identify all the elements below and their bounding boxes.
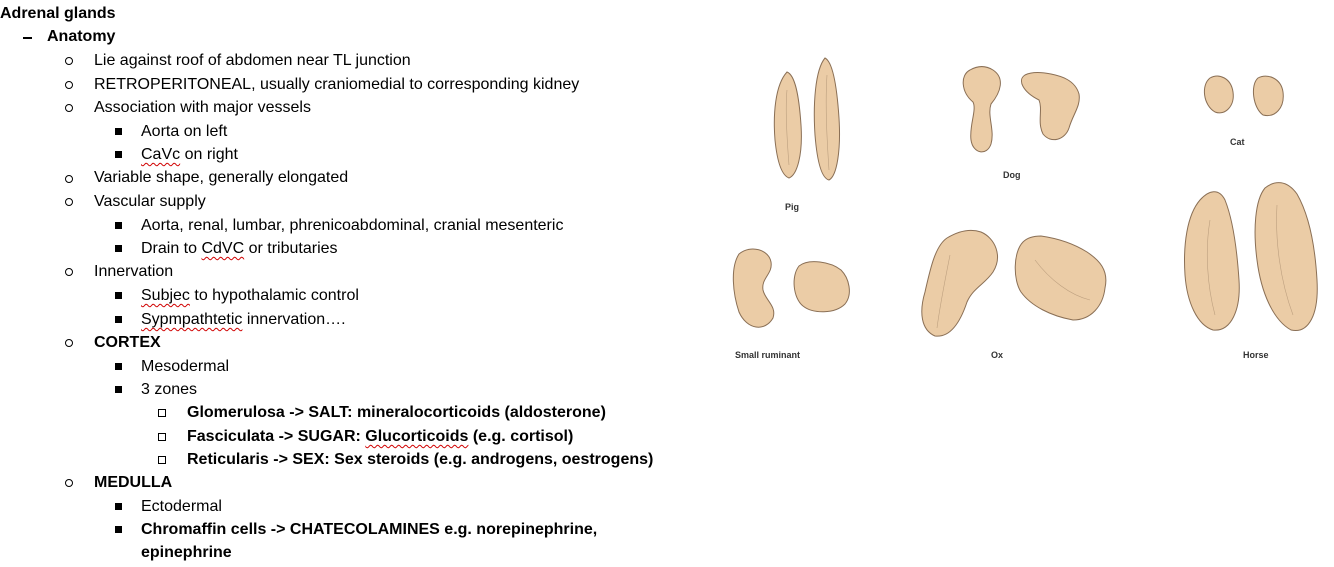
list-item: Vascular supply bbox=[94, 193, 206, 210]
square-bullet bbox=[115, 363, 122, 370]
circle-bullet bbox=[65, 175, 73, 183]
ox-left-gland bbox=[922, 230, 998, 336]
list-item: Mesodermal bbox=[141, 358, 230, 375]
caption-horse: Horse bbox=[1243, 350, 1269, 360]
cat-left-gland bbox=[1204, 76, 1233, 113]
list-item: CaVc on right bbox=[141, 146, 238, 163]
list-item: Sypmpathtetic innervation…. bbox=[141, 311, 346, 328]
list-item: Innervation bbox=[94, 263, 174, 280]
caption-dog: Dog bbox=[1003, 170, 1021, 180]
list-item: Fasciculata -> SUGAR: Glucorticoids (e.g. cortisol) bbox=[187, 428, 574, 445]
circle-bullet bbox=[65, 57, 73, 65]
caption-small-ruminant: Small ruminant bbox=[735, 350, 801, 360]
misspelled-word[interactable]: Glucorticoids bbox=[365, 428, 469, 445]
misspelled-word[interactable]: CdVC bbox=[201, 240, 245, 257]
horse-left-gland bbox=[1185, 192, 1240, 330]
circle-bullet bbox=[65, 479, 73, 487]
species-adrenal-drawing bbox=[725, 30, 1334, 370]
list-item-heading: MEDULLA bbox=[94, 474, 173, 491]
square-bullet bbox=[115, 386, 122, 393]
list-item-continuation: epinephrine bbox=[141, 544, 232, 561]
small-ruminant-right-gland bbox=[794, 262, 849, 312]
misspelled-word[interactable]: Sypmpathtetic bbox=[141, 311, 243, 328]
cat-right-gland bbox=[1253, 76, 1283, 115]
list-item: Chromaffin cells -> CHATECOLAMINES e.g. norepinephrine, bbox=[141, 521, 598, 538]
square-bullet bbox=[115, 526, 122, 533]
list-item: RETROPERITONEAL, usually craniomedial to corresponding kidney bbox=[94, 76, 580, 93]
square-bullet bbox=[115, 151, 122, 158]
ox-right-gland bbox=[1015, 236, 1106, 320]
list-item: Association with major vessels bbox=[94, 99, 311, 116]
list-item: Glomerulosa -> SALT: mineralocorticoids (aldosterone) bbox=[187, 404, 606, 421]
small-ruminant-left-gland bbox=[733, 249, 773, 327]
dog-right-gland bbox=[1021, 73, 1079, 140]
square-bullet bbox=[115, 316, 122, 323]
section-heading: Anatomy bbox=[47, 28, 116, 45]
open-square-bullet bbox=[158, 456, 166, 464]
circle-bullet bbox=[65, 339, 73, 347]
open-square-bullet bbox=[158, 433, 166, 441]
misspelled-word[interactable]: CaVc bbox=[141, 146, 181, 163]
list-item-heading: CORTEX bbox=[94, 334, 161, 351]
square-bullet bbox=[115, 222, 122, 229]
square-bullet bbox=[115, 292, 122, 299]
list-item: Subjec to hypothalamic control bbox=[141, 287, 359, 304]
dash-bullet bbox=[23, 37, 32, 39]
list-item: Aorta on left bbox=[141, 123, 228, 140]
list-item: Reticularis -> SEX: Sex steroids (e.g. androgens, oestrogens) bbox=[187, 451, 654, 468]
misspelled-word[interactable]: Subjec bbox=[141, 287, 190, 304]
list-item: Ectodermal bbox=[141, 498, 222, 515]
list-item: Aorta, renal, lumbar, phrenicoabdominal, cranial mesenteric bbox=[141, 217, 564, 234]
square-bullet bbox=[115, 503, 122, 510]
square-bullet bbox=[115, 245, 122, 252]
list-item: 3 zones bbox=[141, 381, 198, 398]
square-bullet bbox=[115, 128, 122, 135]
caption-cat: Cat bbox=[1230, 137, 1245, 147]
circle-bullet bbox=[65, 268, 73, 276]
list-item: Variable shape, generally elongated bbox=[94, 169, 349, 186]
dog-left-gland bbox=[963, 67, 1000, 152]
adrenal-gland-illustration bbox=[725, 30, 1334, 370]
pig-left-gland bbox=[774, 72, 801, 178]
list-item: Lie against roof of abdomen near TL junction bbox=[94, 52, 411, 69]
open-square-bullet bbox=[158, 409, 166, 417]
circle-bullet bbox=[65, 198, 73, 206]
doc-title: Adrenal glands bbox=[0, 5, 116, 22]
caption-ox: Ox bbox=[991, 350, 1004, 360]
circle-bullet bbox=[65, 104, 73, 112]
list-item: Drain to CdVC or tributaries bbox=[141, 240, 338, 257]
circle-bullet bbox=[65, 81, 73, 89]
caption-pig: Pig bbox=[785, 202, 800, 212]
horse-right-gland bbox=[1255, 183, 1317, 331]
